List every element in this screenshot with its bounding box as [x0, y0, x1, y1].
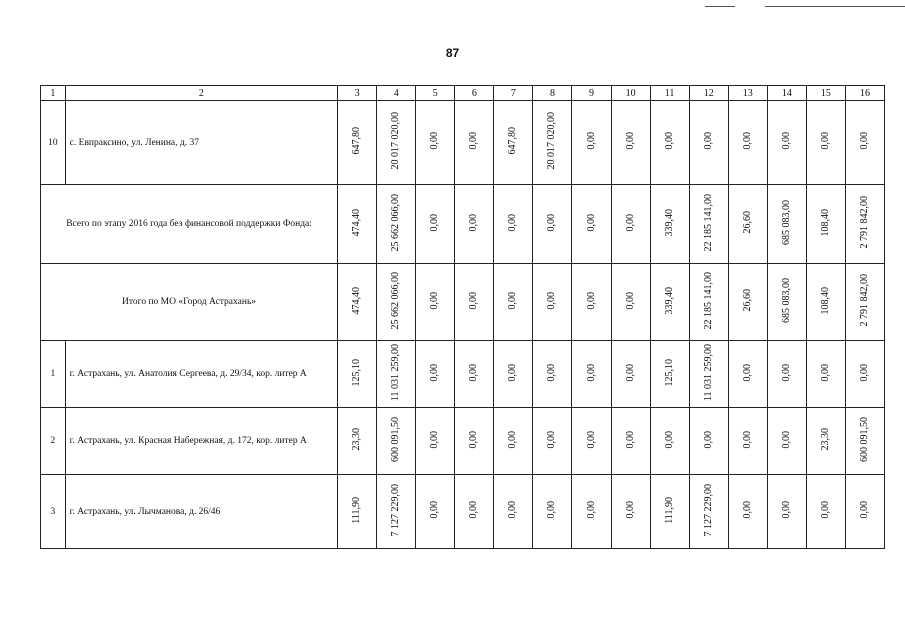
column-header: 5 [416, 86, 455, 101]
value-text: 339,40 [663, 286, 675, 315]
value-cell [689, 264, 728, 341]
value-cell [494, 101, 533, 185]
value-text: 0,00 [507, 363, 519, 382]
value-text: 125,10 [663, 358, 675, 387]
value-text: 0,00 [663, 132, 675, 150]
value-cell [611, 341, 650, 408]
address-cell: г. Астрахань, ул. Лычманова, д. 26/46 [65, 475, 337, 549]
value-text: 0,00 [741, 132, 753, 150]
value-text: 0,00 [819, 501, 831, 519]
value-text: 0,00 [429, 213, 441, 232]
value-text: 0,00 [429, 501, 441, 519]
value-text: 7 127 229,00 [390, 483, 402, 537]
value-text: 685 083,00 [780, 278, 792, 323]
allocation-table [40, 85, 885, 549]
value-cell [494, 475, 533, 549]
value-cell [650, 341, 689, 408]
value-text: 23,30 [351, 428, 363, 451]
value-text: 0,00 [585, 291, 597, 310]
value-cell [845, 341, 884, 408]
value-text: 22 185 141,00 [702, 271, 714, 330]
value-cell [611, 185, 650, 264]
value-cell [533, 341, 572, 408]
column-header: 1 [41, 86, 66, 101]
value-text: 0,00 [624, 430, 636, 449]
total-row [41, 185, 885, 264]
value-cell [572, 101, 611, 185]
column-header: 10 [611, 86, 650, 101]
value-text: 0,00 [429, 363, 441, 382]
value-text: 0,00 [624, 291, 636, 310]
value-cell [455, 341, 494, 408]
value-cell [845, 408, 884, 475]
scan-artifact-line [765, 6, 905, 7]
column-header: 4 [377, 86, 416, 101]
value-text: 0,00 [741, 430, 753, 449]
value-cell [767, 185, 806, 264]
value-cell [572, 264, 611, 341]
value-cell [533, 101, 572, 185]
value-text: 26,60 [741, 211, 753, 234]
value-cell [806, 341, 845, 408]
value-cell [338, 475, 377, 549]
value-cell [377, 264, 416, 341]
value-text: 0,00 [546, 213, 558, 232]
header-row [41, 86, 885, 101]
value-text: 0,00 [429, 430, 441, 449]
column-header: 16 [845, 86, 884, 101]
value-text: 0,00 [858, 501, 870, 519]
table-row [41, 101, 885, 185]
row-number: 10 [41, 101, 66, 185]
value-cell [767, 475, 806, 549]
value-cell [455, 101, 494, 185]
value-cell [650, 475, 689, 549]
value-text: 111,90 [663, 496, 675, 524]
value-text: 0,00 [780, 430, 792, 449]
value-cell [689, 475, 728, 549]
value-text: 0,00 [819, 363, 831, 382]
value-cell [377, 341, 416, 408]
value-text: 20 017 020,00 [546, 112, 558, 170]
value-cell [572, 408, 611, 475]
value-cell [416, 475, 455, 549]
value-cell [611, 408, 650, 475]
value-text: 339,40 [663, 208, 675, 237]
value-text: 600 091,50 [858, 417, 870, 462]
table-row [41, 341, 885, 408]
column-header: 12 [689, 86, 728, 101]
value-text: 23,30 [819, 428, 831, 451]
value-cell [338, 408, 377, 475]
value-text: 0,00 [780, 132, 792, 150]
value-cell [845, 185, 884, 264]
value-text: 0,00 [702, 132, 714, 150]
value-text: 0,00 [468, 213, 480, 232]
value-cell [416, 408, 455, 475]
value-cell [767, 408, 806, 475]
value-cell [845, 264, 884, 341]
value-cell [533, 408, 572, 475]
value-cell [650, 408, 689, 475]
value-text: 11 031 259,00 [390, 343, 402, 402]
value-text: 0,00 [624, 132, 636, 150]
value-text: 108,40 [819, 208, 831, 237]
value-text: 7 127 229,00 [702, 483, 714, 537]
value-cell [338, 264, 377, 341]
value-cell [455, 264, 494, 341]
value-cell [689, 408, 728, 475]
value-cell [689, 185, 728, 264]
value-text: 2 791 842,00 [858, 196, 870, 249]
value-text: 0,00 [507, 501, 519, 519]
value-cell [845, 475, 884, 549]
value-cell [416, 341, 455, 408]
value-text: 108,40 [819, 286, 831, 315]
value-text: 0,00 [585, 430, 597, 449]
total-label: Итого по МО «Город Астрахань» [41, 264, 338, 341]
value-cell [416, 185, 455, 264]
value-text: 600 091,50 [390, 417, 402, 462]
value-cell [806, 475, 845, 549]
value-cell [650, 101, 689, 185]
column-header: 7 [494, 86, 533, 101]
value-cell [494, 341, 533, 408]
value-text: 647,80 [351, 127, 363, 155]
column-header: 11 [650, 86, 689, 101]
value-text: 11 031 259,00 [702, 343, 714, 402]
value-cell [494, 408, 533, 475]
value-text: 0,00 [858, 363, 870, 382]
value-cell [338, 185, 377, 264]
value-text: 0,00 [546, 430, 558, 449]
value-text: 0,00 [546, 291, 558, 310]
column-header: 14 [767, 86, 806, 101]
value-cell [611, 101, 650, 185]
value-text: 685 083,00 [780, 200, 792, 245]
value-cell [689, 101, 728, 185]
column-header: 2 [65, 86, 337, 101]
value-cell [572, 341, 611, 408]
column-header: 8 [533, 86, 572, 101]
total-label: Всего по этапу 2016 года без финансовой поддержки Фонда: [41, 185, 338, 264]
value-cell [728, 475, 767, 549]
value-cell [533, 264, 572, 341]
value-cell [650, 185, 689, 264]
value-text: 0,00 [546, 363, 558, 382]
value-cell [806, 408, 845, 475]
value-cell [494, 264, 533, 341]
value-text: 0,00 [585, 363, 597, 382]
value-text: 0,00 [429, 132, 441, 150]
value-text: 125,10 [351, 358, 363, 387]
value-cell [338, 101, 377, 185]
value-text: 0,00 [624, 213, 636, 232]
value-cell [611, 475, 650, 549]
table-row [41, 408, 885, 475]
value-cell [767, 101, 806, 185]
value-cell [806, 185, 845, 264]
value-cell [611, 264, 650, 341]
value-cell [845, 101, 884, 185]
table-row [41, 475, 885, 549]
value-text: 0,00 [468, 363, 480, 382]
value-cell [689, 341, 728, 408]
value-text: 0,00 [507, 430, 519, 449]
value-cell [494, 185, 533, 264]
column-header: 9 [572, 86, 611, 101]
scan-artifact-line [705, 6, 735, 7]
value-text: 0,00 [468, 501, 480, 519]
value-text: 22 185 141,00 [702, 193, 714, 252]
value-cell [377, 101, 416, 185]
value-text: 647,80 [507, 127, 519, 155]
value-text: 111,90 [351, 496, 363, 524]
value-text: 0,00 [663, 430, 675, 449]
value-text: 0,00 [780, 363, 792, 382]
value-cell [377, 185, 416, 264]
value-text: 0,00 [546, 501, 558, 519]
value-cell [533, 475, 572, 549]
value-cell [650, 264, 689, 341]
value-text: 0,00 [468, 291, 480, 310]
value-text: 20 017 020,00 [390, 112, 402, 170]
value-cell [767, 264, 806, 341]
value-text: 0,00 [624, 363, 636, 382]
total-row [41, 264, 885, 341]
page-number: 87 [445, 46, 460, 60]
value-text: 474,40 [351, 208, 363, 237]
value-text: 0,00 [585, 132, 597, 150]
value-text: 25 662 066,00 [390, 271, 402, 330]
value-text: 0,00 [468, 132, 480, 150]
value-text: 0,00 [507, 291, 519, 310]
value-text: 0,00 [780, 501, 792, 519]
value-cell [455, 185, 494, 264]
value-text: 0,00 [468, 430, 480, 449]
value-cell [728, 408, 767, 475]
column-header: 6 [455, 86, 494, 101]
column-header: 3 [338, 86, 377, 101]
value-cell [572, 185, 611, 264]
value-cell [767, 341, 806, 408]
value-cell [728, 341, 767, 408]
value-text: 0,00 [858, 132, 870, 150]
value-cell [416, 101, 455, 185]
address-cell: г. Астрахань, ул. Анатолия Сергеева, д. 29/34, кор. литер А [65, 341, 337, 408]
value-cell [728, 101, 767, 185]
value-cell [806, 264, 845, 341]
value-cell [572, 475, 611, 549]
value-cell [377, 475, 416, 549]
column-header: 15 [806, 86, 845, 101]
value-cell [416, 264, 455, 341]
value-text: 2 791 842,00 [858, 274, 870, 327]
value-cell [533, 185, 572, 264]
value-cell [455, 475, 494, 549]
value-cell [338, 341, 377, 408]
address-cell: с. Евпраксино, ул. Ленина, д. 37 [65, 101, 337, 185]
value-text: 0,00 [819, 132, 831, 150]
column-header: 13 [728, 86, 767, 101]
value-text: 0,00 [429, 291, 441, 310]
value-text: 25 662 066,00 [390, 193, 402, 252]
value-text: 0,00 [585, 213, 597, 232]
value-text: 0,00 [585, 501, 597, 519]
row-number: 2 [41, 408, 66, 475]
value-cell [455, 408, 494, 475]
value-text: 0,00 [624, 501, 636, 519]
value-text: 0,00 [741, 501, 753, 519]
value-text: 0,00 [507, 213, 519, 232]
value-cell [806, 101, 845, 185]
value-cell [728, 185, 767, 264]
value-text: 26,60 [741, 289, 753, 312]
row-number: 3 [41, 475, 66, 549]
value-text: 0,00 [702, 430, 714, 449]
value-text: 474,40 [351, 286, 363, 315]
value-cell [377, 408, 416, 475]
value-text: 0,00 [741, 363, 753, 382]
address-cell: г. Астрахань, ул. Красная Набережная, д. 172, кор. литер А [65, 408, 337, 475]
row-number: 1 [41, 341, 66, 408]
value-cell [728, 264, 767, 341]
